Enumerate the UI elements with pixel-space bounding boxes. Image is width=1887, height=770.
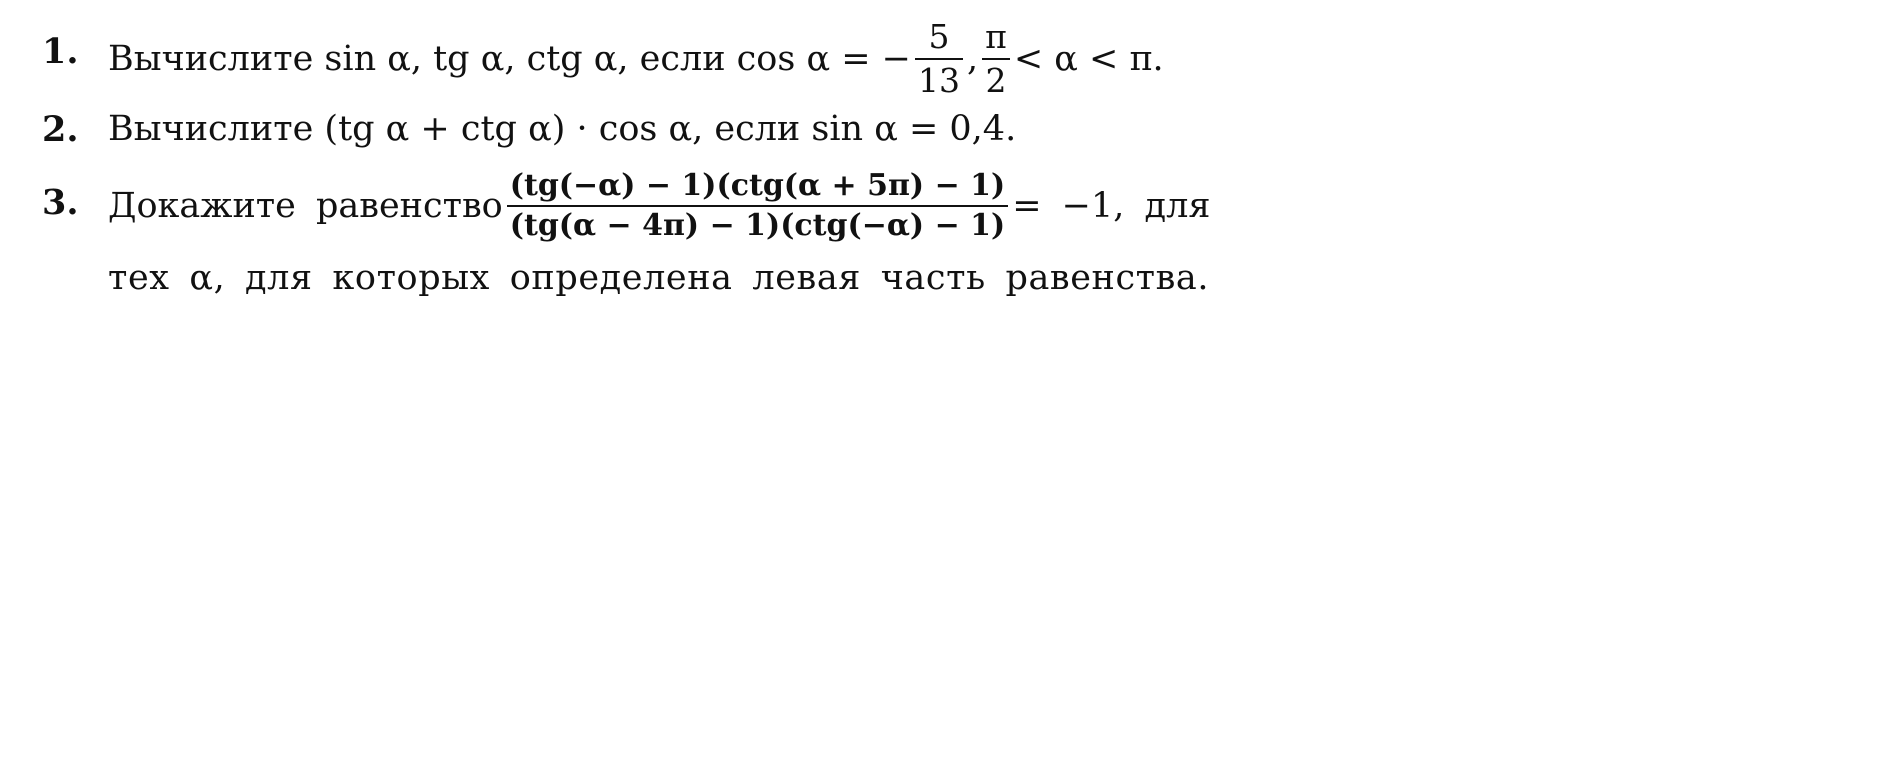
problem-text: Вычислите (tg α + ctg α) · cos α, если sin α = 0,4. (108, 109, 1017, 149)
problem-text-after: < α < π. (1013, 38, 1164, 79)
fraction-bar (982, 58, 1010, 60)
problem-text-before: Докажите равенство (108, 185, 503, 226)
problem-statement (108, 18, 1164, 100)
fraction-numerator: (tg(−α) − 1)(ctg(α + 5π) − 1) (509, 167, 1006, 203)
fraction-bar (915, 58, 963, 60)
identity-fraction (507, 169, 1008, 244)
problem-number: 3. (42, 182, 79, 223)
problem-number: 2. (42, 109, 79, 150)
problem-text-before: Вычислите sin α, tg α, ctg α, если cos α = − (108, 38, 911, 79)
fraction-bar (507, 205, 1008, 207)
problem-text-after: = −1, для (1012, 185, 1211, 226)
problem-statement (108, 109, 1017, 149)
fraction-five-thirteenths (915, 18, 963, 100)
comma: , (966, 38, 979, 79)
fraction-denominator: (tg(α − 4π) − 1)(ctg(−α) − 1) (509, 208, 1006, 243)
fraction-denominator: 2 (985, 61, 1007, 100)
fraction-numerator: π (985, 17, 1007, 57)
fraction-pi-halves (982, 18, 1010, 100)
fraction-numerator: 5 (928, 17, 950, 57)
fraction-denominator: 13 (917, 61, 960, 100)
problem-3-continuation: тех α, для которых определена левая часть равенства. (108, 258, 1210, 298)
problem-number: 1. (42, 31, 79, 72)
problem-statement (108, 162, 1210, 250)
